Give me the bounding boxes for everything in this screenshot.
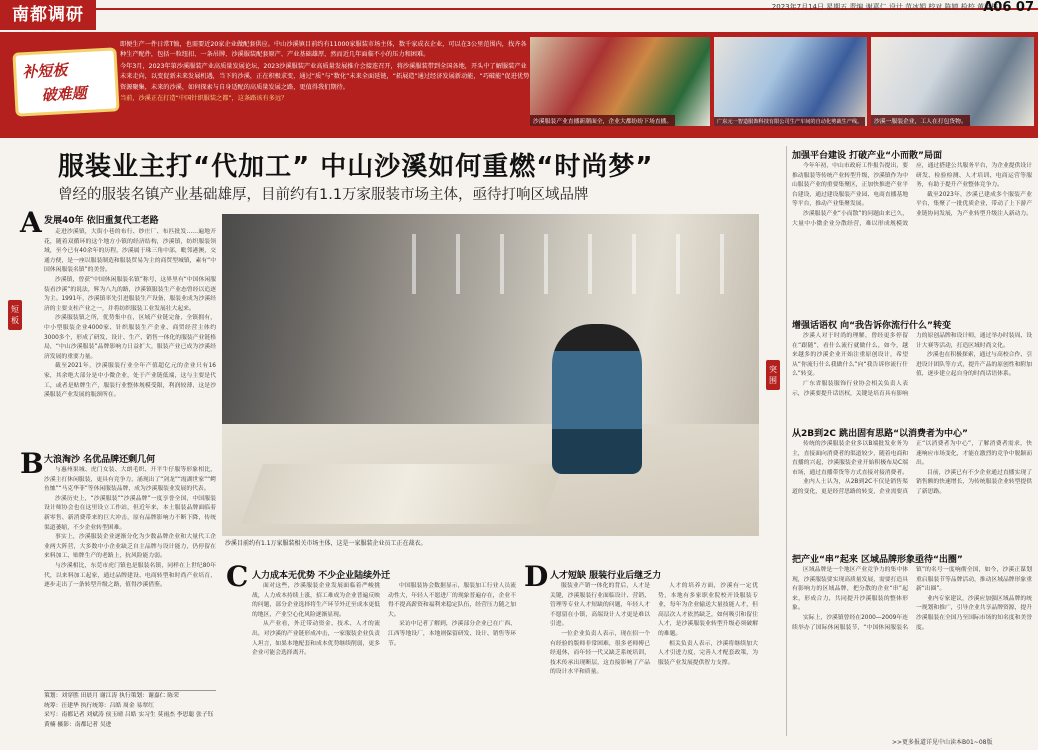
section-c-body <box>252 582 516 740</box>
section-f-para: 沙溪人对于时尚的理解，曾经更多停留在“跟随”，看什么流行就做什么，如今，越来越多的沙溪企业开始注重原创设计，希望从“你流行什么我做什么”向“我告诉你流行什么”转变。 <box>792 333 908 378</box>
section-d-letter: D <box>524 560 549 593</box>
section-d-para: 人才的培养方面，沙溪有一定优势，本地有多家职业院校开设服装专业，每年为企业输送大量技能人才，但高层次人才依然缺乏，如何吸引和留住人才，是沙溪服装业转型升级必须破解的难题。 <box>658 583 758 637</box>
section-c-para: 中国服装协会数据显示，服装加工行业人员流动性大，年轻人不愿进厂的现象普遍存在，企业不得不提高薪资和福利来稳定队伍，经营压力随之加大。 <box>388 583 516 618</box>
intro-para1: 即便生产一件日常T恤，也需要近20家企业做配套供应。中山沙溪镇目前约有11000家服装市场主体，数千家成衣企业，可以在3公里范围内，找齐各种生产配件，包括一粒纽扣、一条吊牌、沙溪服装配套原产、产业基础雄厚，然而近几年面临不小的压力和困难。 <box>120 41 527 59</box>
subheadline: 曾经的服装名镇产业基础雄厚，目前约有1.1万家服装市场主体，亟待打响区域品牌 <box>58 187 589 203</box>
section-a-para: 截至2021年，沙溪服装行业全年产值超亿元的企业只有16家，其余绝大部分是中小微企业，处于产业链低端，这与主要是代工，或者是贴牌生产，服装行业整体规模受限，利润较薄，这是沙溪服装产业发展的瓶颈所在。 <box>44 363 216 399</box>
intro-para2: 今年3月，2023年第沙溪服装产业高质量发展论坛，2023沙溪服装产业高质量发展推介会接连召开，将沙溪服装带到全国各地，开头中了解服装产业未来走向，以变促新未来发展机遇，当下的沙溪，正在积极求变，通过“质”与“数化”未来全面延链，“拓展造”通过经济发展新动能，“巧破能”促进优势资源聚集，未来的沙溪，如何探索与自身适配的高质量发展之路，更值得我们期待。 <box>120 62 530 91</box>
credits-line: 策划：刘穿胜 田晨月 谢江涛 执行策划：谢嘉仁 陈荣 <box>44 693 179 699</box>
section-g-heading: 从2B到2C 跳出固有思路“以消费者为中心” <box>792 429 968 439</box>
section-d-body <box>550 582 758 740</box>
section-b-para: 沙溪历史上，“沙溪服装”“沙溪品牌”一度享誉全国，中国服装设计师协会也在这里设立工作站，但近年来，本土服装品牌面临着新零售、新消费带来的巨大冲击，原有品牌影响力不断下降，传统渠道萎缩，不少企业转型困难。 <box>44 495 216 531</box>
section-a-para: 沙溪服装镇之所，优势集中在，区域产业链完备，全镇拥有，中小型服装企业4000家、针织服装生产企业、商贸经营主体约3000多个，形成了研发、设计、生产、销售一体化的服装产业链格局，“中山沙溪服装”品牌影响力日益扩大，服装产业已成为沙溪经济发展的重要力量。 <box>44 315 216 360</box>
section-g-para: 业内人士认为，从2B到2C不仅是销售渠道的变化，更是经营思路的转变，企业需要真正“以消费者为中心”，了解消费者需求，快速响应市场变化，才能在激烈的竞争中脱颖而出。 <box>792 441 1032 495</box>
section-c-para: 从产业看，外迁带动资金、技术、人才的流出，对沙溪的产业链形成冲击，一家服装企业负责人坦言，如果本地配套和成本优势继续削弱，更多企业可能会选择离开。 <box>252 621 380 657</box>
section-h-para: 区域品牌是一个地区产业竞争力的集中体现，沙溪服装要实现高质量发展，需要打造具有影响力的区域品牌，把分散的企业“串”起来，形成合力，共同提升沙溪服装的整体形象。 <box>792 567 908 612</box>
photo-cutting-line <box>714 37 867 126</box>
section-b-para: 事实上，沙溪服装企业逐渐分化为少数品牌企业和大量代工企业两大阵营，大多数中小企业缺乏自主品牌与设计能力，仍停留在来料加工、贴牌生产的老路上，抗风险能力弱。 <box>44 534 216 560</box>
section-e-para: 沙溪服装产业“小而散”的问题由来已久，大量中小微企业分散经营，难以形成规模效应，通过搭建公共服务平台，为企业提供设计研发、检验检测、人才培训、电商运营等服务，有助于提升产业整体竞争力。 <box>792 163 1032 227</box>
section-h-heading: 把产业“串”起来 区域品牌形象亟待“出圈” <box>792 555 963 565</box>
photo1-caption: 沙溪服装产业直播新潮面全，企业大都纷纷下场直播。 <box>530 115 675 126</box>
section-g-para: 目前，沙溪已有不少企业通过直播实现了销售额的快速增长，为传统服装企业转型提供了新思路。 <box>916 469 1032 495</box>
section-f-heading: 增强话语权 向“我告诉你流行什么”转变 <box>792 321 951 331</box>
section-brand: 南都调研 <box>0 0 96 30</box>
main-photo-cutting-worker <box>222 214 759 536</box>
badge-line1: 补短板 <box>21 60 68 82</box>
section-c-heading: 人力成本无优势 不少企业陆续外迁 <box>252 571 391 581</box>
section-b-para: 与沙溪相比，东莞市虎门镇也是服装名镇，同样在上世纪80年代，以来料加工起家，通过品牌建设、电商转型和时尚产业培育，逐步走出了一条转型升级之路，值得沙溪借鉴。 <box>44 562 216 589</box>
credits-line: 统筹：汪建华 执行统筹：吕皓 周金 易翠红 <box>44 702 154 709</box>
section-g-para: 传统的沙溪服装企业多以B端批发业务为主，直接面向消费者的渠道较少，随着电商和直播的兴起，沙溪服装企业开始积极布局C端市场，通过直播带货等方式直接对接消费者。 <box>792 441 908 476</box>
dateline: 2023年7月14日 星期五 责编 谢嘉仁 设计 范冰娟 校对 陈婷 检校 黄运林 <box>771 3 998 11</box>
badge-line2: 破难题 <box>41 83 88 105</box>
column-divider <box>786 146 787 736</box>
section-c-letter: C <box>226 560 249 593</box>
photo3-caption: 沙溪一服装企业，工人在打包货物。 <box>871 115 970 126</box>
section-a-body <box>44 228 216 438</box>
main-photo-caption: 沙溪目前约有1.1万家服装相关市场主体，这是一家服装企业员工正在裁衣。 <box>225 540 427 547</box>
section-h-para: 业内专家建议，沙溪应加强区域品牌的统一规划和推广，引导企业共享品牌资源，提升沙溪服装在全国乃至国际市场的知名度和美誉度。 <box>916 595 1032 631</box>
credits <box>44 692 214 730</box>
section-b-letter: B <box>20 447 44 480</box>
section-b-body <box>44 466 216 688</box>
section-a-letter: A <box>20 206 42 239</box>
side-tag-right: 突围 <box>766 360 780 390</box>
side-tag-left: 短板 <box>8 300 22 330</box>
credits-rule <box>44 690 216 691</box>
section-a-para: 沙溪镇，曾获“中国休闲服装名镇”称号，这界里有“中国休闲服装看沙溪”的说法，辉为八九的路，沙溪镇服装生产业态曾经以追逐为主。1991年，沙溪镇率先引进服装生产设备，服装业成为沙溪经济的主要支柱产业之一，并将纺织服装工业发展壮大起来。 <box>44 276 216 312</box>
badge-logo <box>12 47 119 116</box>
section-f-body <box>792 332 1032 420</box>
section-d-para: 一位企业负责人表示，现在招一个有经验的版师非常困难，很多老师傅已经退休，而年轻一代又缺乏系统培训，技术传承出现断层，这直接影响了产品的设计水平和质量。 <box>550 630 650 676</box>
section-a-para: 走进沙溪镇，大街小巷的布行、纱庄厂、布匹批发……遍地开花，随着双循环的这个地方小镇的经济结构，沙溪镇，纺织服装领域，至今已有40余年的历程，沙溪属于珠三角中部，毗邻港澳，交通方便，是一座以服装制造和服装贸易为主的商贸型城镇，素有“中国休闲服装名镇”的美誉。 <box>44 229 216 274</box>
section-e-body <box>792 162 1032 312</box>
intro-text <box>120 40 530 105</box>
section-e-heading: 加强平台建设 打破产业“小而散”局面 <box>792 151 942 161</box>
photo2-caption: 广东元一智造服饰科技有限公司生产车间的自动化剪裁生产线。 <box>714 117 865 126</box>
section-c-para: 面对这些，沙溪服装企业发展面临着严峻挑战，人力成本持续上涨，招工难成为企业普遍反映的问题，部分企业选择将生产环节外迁至成本更低的地区，产业空心化风险逐渐显现。 <box>252 583 380 618</box>
headline: 服装业主打“代加工” 中山沙溪如何重燃“时尚梦” <box>58 152 654 182</box>
section-d-para: 相关负责人表示，沙溪将继续加大人才引进力度，完善人才配套政策，为服装产业发展提供智力支撑。 <box>658 640 758 666</box>
page-code: A06 07 <box>983 0 1034 15</box>
section-d-heading: 人才短缺 服装行业后继乏力 <box>550 571 662 581</box>
intro-question: 当前，沙溪正在打造“中国针织服装之都”，这条路该有多远？ <box>120 95 288 103</box>
photo-packing <box>871 37 1034 126</box>
section-f-para: 沙溪也在积极探索，通过与高校合作、引进设计团队等方式，提升产品的原创性和附加值，逐步建立起自身的时尚话语体系。 <box>916 352 1032 378</box>
section-f-para: 广东省服装服饰行业协会相关负责人表示，沙溪要提升话语权，关键是培育具有影响力的原创品牌和设计师，通过举办时装周、设计大赛等活动，打造区域时尚文化。 <box>792 333 1032 397</box>
section-h-para: 实际上，沙溪镇曾经在2000—2009年连续举办了国际休闲服装节，“中国休闲服装名镇”的名号一度响彻全国，如今，沙溪正谋划重启服装节等品牌活动，推动区域品牌形象重新“出圈”。 <box>792 567 1032 631</box>
photo-livestream <box>530 37 710 126</box>
section-a-heading: 发展40年 依旧重复代工老路 <box>44 216 159 226</box>
section-g-body <box>792 440 1032 546</box>
section-d-para: 服装业产销一体化的背后，人才是关键，沙溪服装行业面临设计、营销、管理等专业人才短缺的问题，年轻人才不愿留在小镇，高端设计人才更是难以引进。 <box>550 583 650 628</box>
section-e-para: 今年年初，中山市政府工作报告提出，要推动服装等传统产业转型升级，沙溪镇作为中山服装产业的重要集聚区，正加快推进产业平台建设，通过建设服装产业园、电商直播基地等平台，推动产业集聚发展。 <box>792 163 908 208</box>
section-b-para: 与惠州果城、虎门女装、大朗毛织、开平牛仔服等形象相比，沙溪主打休闲服装，更具有竞争力，涌现出了“剑龙”“霞湖世家”“鳄鱼恤”“马克华菲”等休闲服装品牌，成为沙溪服装业发展的代表。 <box>44 467 216 493</box>
section-b-heading: 大浪淘沙 名优品牌还剩几何 <box>44 455 156 465</box>
more-reports-link[interactable]: >>更多报道详见中山读本B01~08版 <box>892 739 993 746</box>
credits-line: 采写：南都记者 刘斌涛 侯玉晴 吕皓 实习生 莫雨杰 李思聪 张子钰 黄楠 摄影：南都记者 吴进 <box>44 712 214 728</box>
section-c-para: 采访中记者了解到，沙溪部分企业已在广西、江西等地设厂，本地则保留研发、设计、销售等环节。 <box>388 621 516 647</box>
section-e-para: 截至2023年，沙溪已建成多个服装产业平台，集聚了一批优质企业，带动了上下游产业链协同发展，为产业转型升级注入新动力。 <box>916 191 1032 217</box>
section-h-body <box>792 566 1032 732</box>
